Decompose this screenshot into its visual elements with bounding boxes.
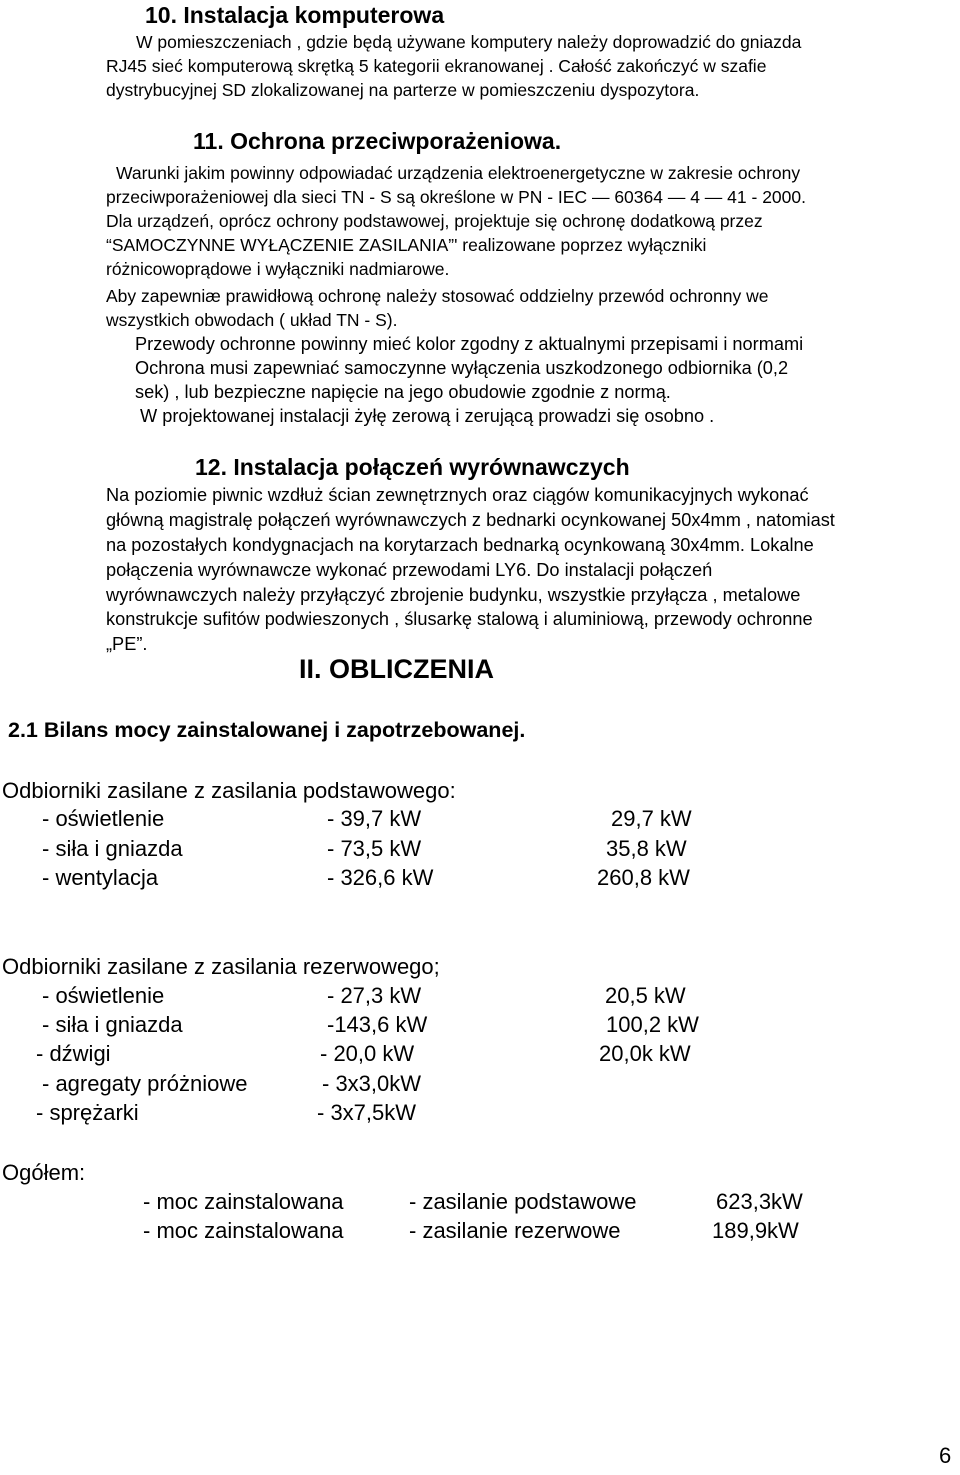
- reserve-row-name: - dźwigi: [36, 1041, 111, 1066]
- section-11-line-10: sek) , lub bezpieczne napięcie na jego obudowie zgodnie z normą.: [135, 382, 671, 402]
- page-number: 6: [939, 1443, 952, 1468]
- basic-row-installed: - 326,6 kW: [327, 865, 434, 890]
- basic-row-installed: - 73,5 kW: [327, 836, 422, 861]
- basic-row-name: - oświetlenie: [42, 806, 165, 831]
- section-12-line-7: „PE”.: [106, 634, 148, 654]
- section-11-heading: 11. Ochrona przeciwporażeniowa.: [193, 128, 562, 154]
- section-11-line-3: Dla urządzeń, oprócz ochrony podstawowej, projektuje się ochronę dodatkową przez: [106, 211, 763, 231]
- reserve-row-installed: - 3x3,0kW: [322, 1071, 422, 1096]
- reserve-row-demand: 20,0k kW: [599, 1041, 691, 1066]
- reserve-row-installed: -143,6 kW: [327, 1012, 428, 1037]
- reserve-row-demand: 20,5 kW: [605, 983, 686, 1008]
- section-11-line-6: Aby zapewniæ prawidłową ochronę należy stosować oddzielny przewód ochronny we: [106, 286, 769, 306]
- section-12-heading: 12. Instalacja połączeń wyrównawczych: [195, 454, 630, 480]
- reserve-row-name: - sprężarki: [36, 1100, 139, 1125]
- reserve-supply-title: Odbiorniki zasilane z zasilania rezerwowego;: [2, 954, 440, 979]
- section-11-line-7: wszystkich obwodach ( układ TN - S).: [106, 310, 398, 330]
- section-12-line-1: Na poziomie piwnic wzdłuż ścian zewnętrznych oraz ciągów komunikacyjnych wykonać: [106, 485, 809, 505]
- basic-row-demand: 260,8 kW: [597, 865, 690, 890]
- section-10-line-2: RJ45 sieć komputerową skrętką 5 kategorii ekranowanej . Całość zakończyć w szafie: [106, 56, 767, 76]
- section-11-line-5: różnicowoprądowe i wyłączniki nadmiarowe.: [106, 259, 450, 279]
- basic-row-demand: 29,7 kW: [611, 806, 692, 831]
- section-11-line-11: W projektowanej instalacji żyłę zerową i zerującą prowadzi się osobno .: [140, 406, 715, 426]
- section-11-line-8: Przewody ochronne powinny mieć kolor zgodny z aktualnymi przepisami i normami: [135, 334, 804, 354]
- section-11-line-1: Warunki jakim powinny odpowiadać urządzenia elektroenergetyczne w zakresie ochrony: [116, 163, 801, 183]
- part-2-heading: II. OBLICZENIA: [299, 654, 494, 684]
- basic-supply-title: Odbiorniki zasilane z zasilania podstawowego:: [2, 778, 456, 803]
- total-row-c: 623,3kW: [716, 1189, 803, 1214]
- section-11-line-4: “SAMOCZYNNE WYŁĄCZENIE ZASILANIA”' realizowane poprzez wyłączniki: [106, 235, 707, 255]
- section-10-line-3: dystrybucyjnej SD zlokalizowanej na parterze w pomieszczeniu dyspozytora.: [106, 80, 700, 100]
- basic-row-name: - wentylacja: [42, 865, 159, 890]
- reserve-row-name: - oświetlenie: [42, 983, 165, 1008]
- section-2-1-heading: 2.1 Bilans mocy zainstalowanej i zapotrzebowanej.: [8, 718, 526, 742]
- basic-row-name: - siła i gniazda: [42, 836, 183, 861]
- section-10-line-1: W pomieszczeniach , gdzie będą używane komputery należy doprowadzić do gniazda: [136, 32, 802, 52]
- section-11-line-9: Ochrona musi zapewniać samoczynne wyłączenia uszkodzonego odbiornika (0,2: [135, 358, 789, 378]
- section-11-line-2: przeciwporażeniowej dla sieci TN - S są określone w PN - IEC — 60364 — 4 — 41 - 2000.: [106, 187, 806, 207]
- total-label: Ogółem:: [2, 1160, 86, 1185]
- total-row-c: 189,9kW: [712, 1218, 799, 1243]
- reserve-row-name: - agregaty próżniowe: [42, 1071, 248, 1096]
- reserve-row-installed: - 3x7,5kW: [317, 1100, 417, 1125]
- reserve-row-demand: 100,2 kW: [606, 1012, 699, 1037]
- section-12-line-4: połączenia wyrównawcze wykonać przewodami LY6. Do instalacji połączeń: [106, 560, 713, 580]
- reserve-row-installed: - 27,3 kW: [327, 983, 422, 1008]
- section-12-line-5: wyrównawczych należy przyłączyć zbrojenie budynku, wszystkie przyłącza , metalowe: [106, 585, 801, 605]
- section-12-line-2: główną magistralę połączeń wyrównawczych z bednarki ocynkowanej 50x4mm , natomiast: [106, 510, 835, 530]
- total-row-b: - zasilanie rezerwowe: [409, 1218, 621, 1243]
- reserve-row-installed: - 20,0 kW: [320, 1041, 415, 1066]
- reserve-row-name: - siła i gniazda: [42, 1012, 183, 1037]
- total-row-a: - moc zainstalowana: [143, 1189, 344, 1214]
- basic-row-installed: - 39,7 kW: [327, 806, 422, 831]
- section-12-line-3: na pozostałych kondygnacjach na korytarzach bednarką ocynkowaną 30x4mm. Lokalne: [106, 535, 814, 555]
- section-10-heading: 10. Instalacja komputerowa: [145, 2, 445, 28]
- section-12-line-6: konstrukcje sufitów podwieszonych , ślusarkę stalową i aluminiową, przewody ochronne: [106, 609, 813, 629]
- total-row-a: - moc zainstalowana: [143, 1218, 344, 1243]
- total-row-b: - zasilanie podstawowe: [409, 1189, 637, 1214]
- basic-row-demand: 35,8 kW: [606, 836, 687, 861]
